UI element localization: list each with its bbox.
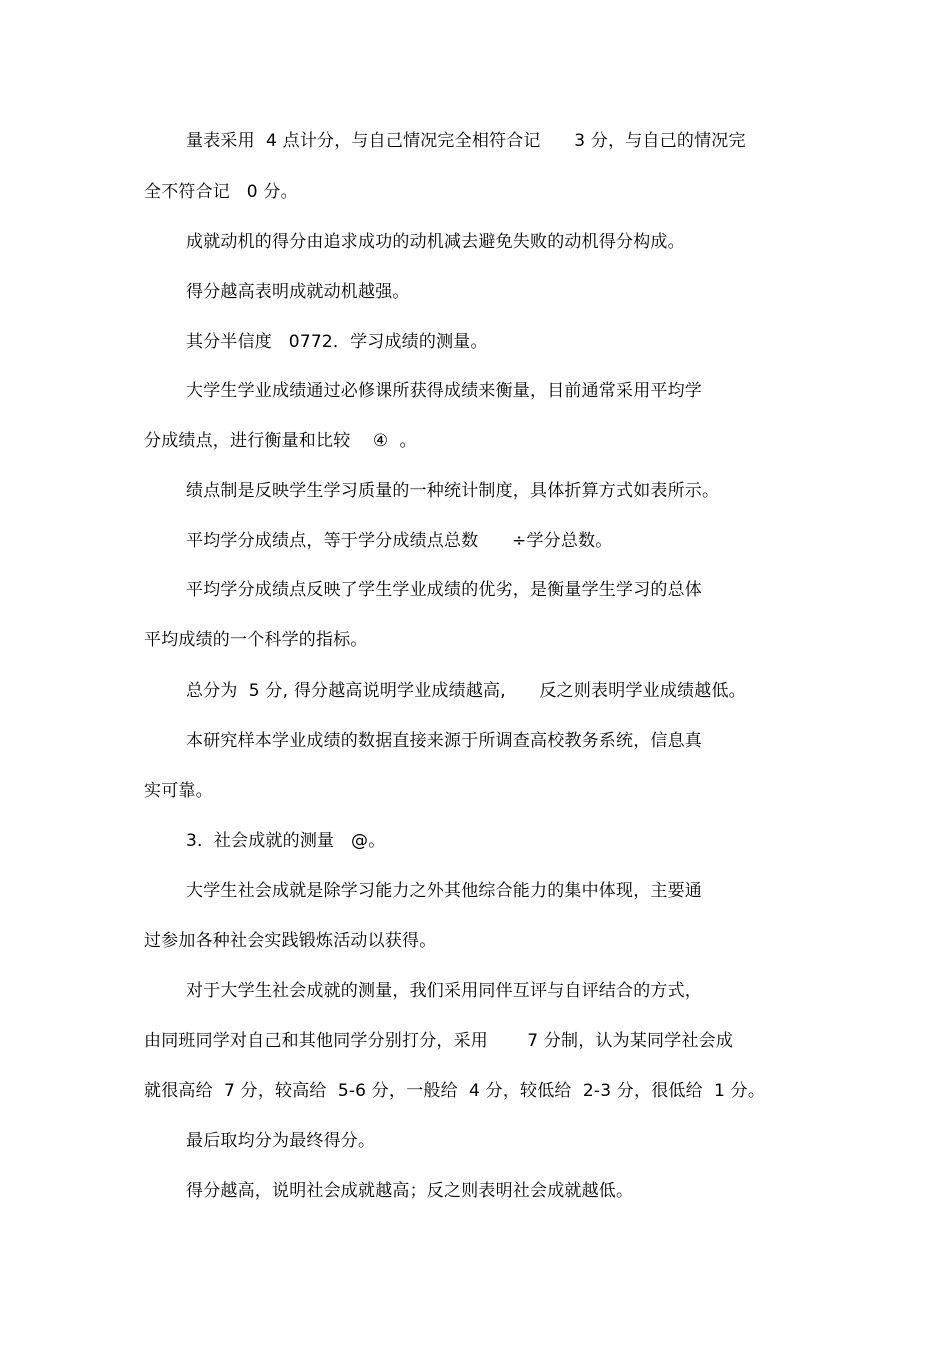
paragraph-line: 平均学分成绩点，等于学分成绩点总数 ÷学分总数。 — [186, 531, 613, 551]
paragraph-line: 绩点制是反映学生学习质量的一种统计制度，具体折算方式如表所示。 — [186, 481, 720, 501]
paragraph-line: 过参加各种社会实践锻炼活动以获得。 — [144, 931, 437, 951]
paragraph-line: 对于大学生社会成就的测量，我们采用同伴互评与自评结合的方式， — [186, 981, 702, 1001]
section-heading: 3. 社会成就的测量 @。 — [186, 831, 386, 851]
paragraph-line: 平均学分成绩点反映了学生学业成绩的优劣，是衡量学生学习的总体 — [186, 580, 702, 600]
paragraph-line: 总分为 5 分, 得分越高说明学业成绩越高, 反之则表明学业成绩越低。 — [186, 681, 746, 701]
paragraph-line: 分成绩点，进行衡量和比较 ④ 。 — [144, 431, 417, 451]
paragraph-line: 平均成绩的一个科学的指标。 — [144, 630, 368, 650]
paragraph-line: 最后取均分为最终得分。 — [186, 1131, 376, 1151]
paragraph-line: 就很高给 7 分，较高给 5-6 分，一般给 4 分，较低给 2-3 分，很低给 1 分。 — [144, 1081, 766, 1101]
paragraph-line: 大学生学业成绩通过必修课所获得成绩来衡量，目前通常采用平均学 — [186, 381, 702, 401]
paragraph-line: 由同班同学对自己和其他同学分别打分，采用 7 分制，认为某同学社会成 — [144, 1031, 734, 1051]
paragraph-line: 得分越高，说明社会成就越高；反之则表明社会成就越低。 — [186, 1181, 634, 1201]
paragraph-line: 得分越高表明成就动机越强。 — [186, 282, 410, 302]
paragraph-line: 全不符合记 0 分。 — [144, 182, 298, 202]
paragraph-line: 其分半信度 0772．学习成绩的测量。 — [186, 332, 488, 352]
paragraph-line: 成就动机的得分由追求成功的动机减去避免失败的动机得分构成。 — [186, 232, 685, 252]
paragraph-line: 大学生社会成就是除学习能力之外其他综合能力的集中体现，主要通 — [186, 881, 702, 901]
paragraph-line: 实可靠。 — [144, 781, 213, 801]
paragraph-line: 本研究样本学业成绩的数据直接来源于所调查高校教务系统，信息真 — [186, 731, 702, 751]
paragraph-line: 量表采用 4 点计分，与自己情况完全相符合记 3 分，与自己的情况完 — [186, 131, 746, 151]
